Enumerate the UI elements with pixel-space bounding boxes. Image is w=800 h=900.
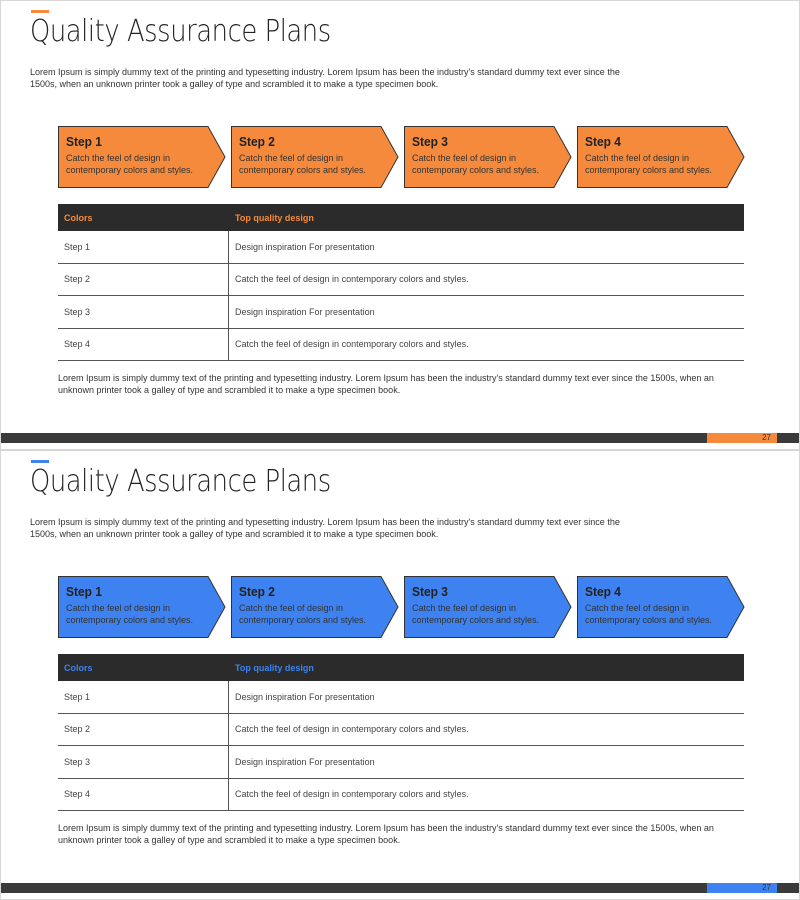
step-3 <box>404 126 559 188</box>
header-top-quality-design: Top quality design <box>235 662 314 673</box>
quality-table <box>58 654 744 811</box>
step-3 <box>404 576 559 638</box>
step-title: Step 3 <box>412 134 448 149</box>
table-cell-step: Step 4 <box>58 329 229 361</box>
table-row <box>58 779 744 812</box>
table-cell-step: Step 1 <box>58 231 229 263</box>
table-row <box>58 746 744 779</box>
quality-table <box>58 204 744 361</box>
step-title: Step 1 <box>66 134 102 149</box>
step-description: Catch the feel of design in contemporary colors and styles. <box>585 153 713 175</box>
step-4 <box>577 576 732 638</box>
process-steps <box>58 126 748 188</box>
step-description: Catch the feel of design in contemporary colors and styles. <box>412 603 540 625</box>
table-cell-description: Design inspiration For presentation <box>235 306 375 317</box>
closing-paragraph: Lorem Ipsum is simply dummy text of the printing and typesetting industry. Lorem Ipsum has been the industry's standard dummy text ever since the 1500s, when an unknown printer took a galley of type and scrambled it to make a type specimen book. <box>58 373 714 395</box>
step-title: Step 4 <box>585 584 621 599</box>
table-row <box>58 329 744 362</box>
step-1 <box>58 576 213 638</box>
table-row <box>58 264 744 297</box>
table-row <box>58 714 744 747</box>
title-accent-bar <box>31 10 49 13</box>
header-top-quality-design: Top quality design <box>235 212 314 223</box>
table-header <box>58 204 744 231</box>
header-colors: Colors <box>64 662 93 673</box>
table-cell-step: Step 4 <box>58 779 229 811</box>
step-4 <box>577 126 732 188</box>
table-cell-description: Catch the feel of design in contemporary colors and styles. <box>235 339 469 350</box>
step-description: Catch the feel of design in contemporary colors and styles. <box>412 153 540 175</box>
closing-paragraph: Lorem Ipsum is simply dummy text of the printing and typesetting industry. Lorem Ipsum has been the industry's standard dummy text ever since the 1500s, when an unknown printer took a galley of type and scrambled it to make a type specimen book. <box>58 823 714 845</box>
step-description: Catch the feel of design in contemporary colors and styles. <box>585 603 713 625</box>
table-cell-description: Design inspiration For presentation <box>235 241 375 252</box>
step-title: Step 2 <box>239 134 275 149</box>
table-cell-step: Step 2 <box>58 264 229 296</box>
footer-bar <box>1 433 800 443</box>
table-cell-description: Catch the feel of design in contemporary colors and styles. <box>235 274 469 285</box>
table-cell-description: Design inspiration For presentation <box>235 691 375 702</box>
step-description: Catch the feel of design in contemporary colors and styles. <box>239 153 367 175</box>
header-colors: Colors <box>64 212 93 223</box>
table-header <box>58 654 744 681</box>
step-description: Catch the feel of design in contemporary colors and styles. <box>66 603 194 625</box>
slide-title: Quality Assurance Plans <box>30 464 331 499</box>
table-row <box>58 681 744 714</box>
table-row <box>58 231 744 264</box>
table-cell-description: Catch the feel of design in contemporary colors and styles. <box>235 724 469 735</box>
intro-paragraph: Lorem Ipsum is simply dummy text of the printing and typesetting industry. Lorem Ipsum has been the industry's standard dummy text ever since the 1500s, when an unknown printer took a galley of type and scrambled it to make a type specimen book. <box>30 67 620 89</box>
step-description: Catch the feel of design in contemporary colors and styles. <box>66 153 194 175</box>
table-cell-step: Step 3 <box>58 746 229 778</box>
table-cell-description: Design inspiration For presentation <box>235 756 375 767</box>
slide-title: Quality Assurance Plans <box>30 14 331 49</box>
page-number: 27 <box>707 433 777 443</box>
table-cell-step: Step 3 <box>58 296 229 328</box>
page-number: 27 <box>707 883 777 893</box>
step-title: Step 3 <box>412 584 448 599</box>
footer-bar <box>1 883 800 893</box>
step-title: Step 1 <box>66 584 102 599</box>
slide-blue <box>0 450 800 900</box>
step-1 <box>58 126 213 188</box>
title-accent-bar <box>31 460 49 463</box>
process-steps <box>58 576 748 638</box>
table-cell-step: Step 1 <box>58 681 229 713</box>
step-2 <box>231 576 386 638</box>
table-row <box>58 296 744 329</box>
step-title: Step 2 <box>239 584 275 599</box>
table-cell-description: Catch the feel of design in contemporary colors and styles. <box>235 789 469 800</box>
step-2 <box>231 126 386 188</box>
step-description: Catch the feel of design in contemporary colors and styles. <box>239 603 367 625</box>
table-cell-step: Step 2 <box>58 714 229 746</box>
step-title: Step 4 <box>585 134 621 149</box>
intro-paragraph: Lorem Ipsum is simply dummy text of the printing and typesetting industry. Lorem Ipsum has been the industry's standard dummy text ever since the 1500s, when an unknown printer took a galley of type and scrambled it to make a type specimen book. <box>30 517 620 539</box>
